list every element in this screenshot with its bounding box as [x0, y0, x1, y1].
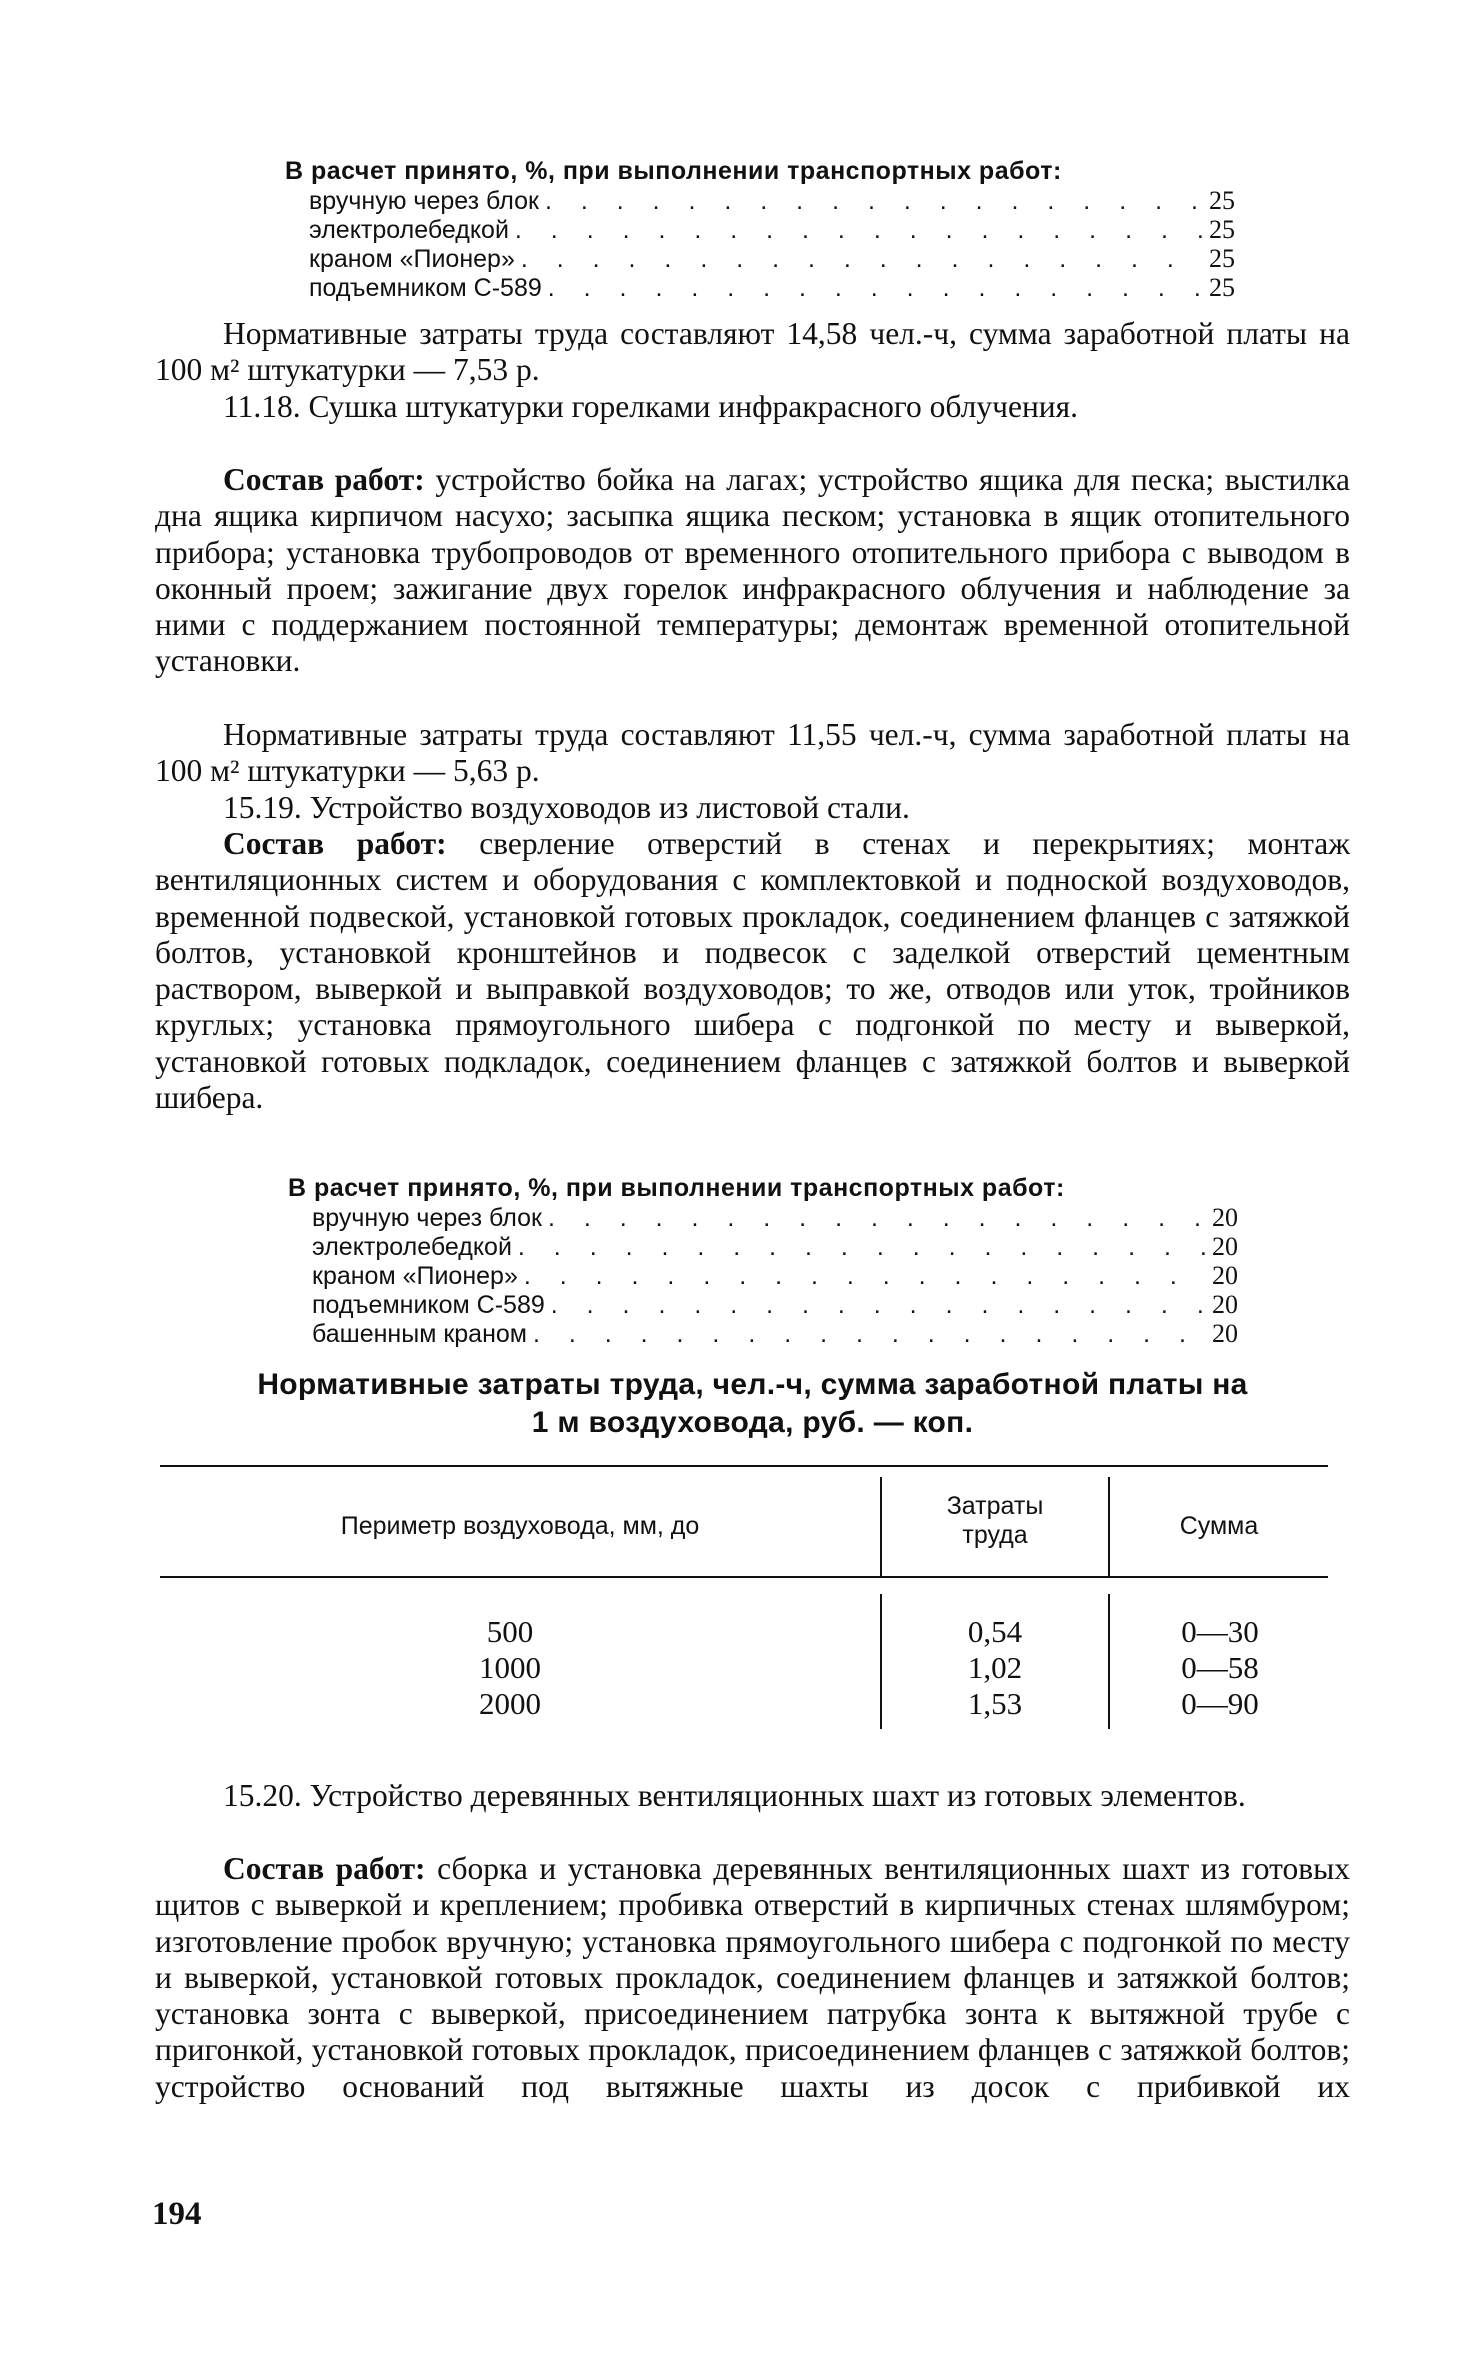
- table-cell: 1,53: [967, 1686, 1023, 1721]
- table-cell: 0—30: [1181, 1614, 1259, 1649]
- list-item: электролебедкой . . . 20: [288, 1232, 1238, 1261]
- column-divider: [880, 1594, 882, 1729]
- header-sum: Сумма: [1179, 1512, 1259, 1540]
- paragraph-item-15-20: 15.20. Устройство деревянных вентиляционных шахт из готовых элементов.: [223, 1778, 1246, 1813]
- table-cell: 1000: [479, 1650, 541, 1685]
- transport-list-1: [285, 157, 1235, 302]
- paragraph-item-11-18: 11.18. Сушка штукатурки горелками инфракрасного облучения.: [223, 389, 1079, 424]
- table-cell: 2000: [479, 1686, 541, 1721]
- paragraph-labor-costs-1: Нормативные затраты труда составляют 14,58 чел.-ч, сумма заработной платы на 100 м² штукатурки — 7,53 р.: [155, 316, 1350, 388]
- table-cell: 0—58: [1181, 1650, 1259, 1685]
- header-perimeter: Периметр воздуховода, мм, до: [340, 1512, 700, 1540]
- list-item: вручную через блок . . . 20: [288, 1203, 1238, 1232]
- header-labor: Затраты труда: [946, 1492, 1044, 1549]
- transport-list-2: [288, 1174, 1238, 1348]
- column-perimeter: [420, 1614, 600, 1722]
- paragraph-labor-costs-2: Нормативные затраты труда составляют 11,55 чел.-ч, сумма заработной платы на 100 м² штукатурки — 5,63 р.: [155, 717, 1350, 789]
- paragraph-work-composition-2: Состав работ: сверление отверстий в стенах и перекрытиях; монтаж вентиляционных систем и оборудования с комплектовкой и подноской воздуховодов, временной подвеской, установкой готовых прокладок, соединением фланцев с затяжкой болтов, установкой кронштейнов и подвесок с заделкой отверстий цементным раствором, выверкой и выправкой воздуховодов; то же, отводов или уток, тройников круглых; установка прямоугольного шибера с подгонкой по месту и выверкой, установкой готовых подкладок, соединением фланцев с затяжкой болтов и выверкой шибера.: [155, 826, 1350, 1116]
- column-sum: [1150, 1614, 1290, 1722]
- table-cell: 0—90: [1181, 1686, 1259, 1721]
- table-cell: 500: [486, 1614, 534, 1649]
- table-cell: 0,54: [967, 1614, 1023, 1649]
- list-item: краном «Пионер» . . . 25: [285, 244, 1235, 273]
- column-divider: [1108, 1594, 1110, 1729]
- paragraph-work-composition-1: Состав работ: устройство бойка на лагах; устройство ящика для песка; выстилка дна ящика кирпичом насухо; засыпка ящика песком; установка в ящик отопительного прибора; установка трубопроводов от временного отопительного прибора с выводом в оконный проем; зажигание двух горелок инфракрасного облучения и наблюдение за ними с поддержанием постоянной температуры; демонтаж временной отопительной установки.: [155, 462, 1351, 679]
- list-item: вручную через блок . . . 25: [285, 186, 1235, 215]
- page-number: 194: [152, 2196, 202, 2232]
- list-item: электролебедкой . . . 25: [285, 215, 1235, 244]
- list-heading: В расчет принято, %, при выполнении транспортных работ:: [285, 157, 1062, 185]
- list-item: подъемником С-589 . . . 25: [285, 273, 1235, 302]
- list-heading: В расчет принято, %, при выполнении транспортных работ:: [288, 1174, 1065, 1202]
- paragraph-item-15-19: 15.19. Устройство воздуховодов из листовой стали.: [223, 790, 910, 825]
- list-item: подъемником С-589 . . . 20: [288, 1290, 1238, 1319]
- paragraph-work-composition-3: Состав работ: сборка и установка деревянных вентиляционных шахт из готовых щитов с выверкой и креплением; пробивка отверстий в кирпичных стенах шлямбуром; изготовление пробок вручную; установка прямоугольного шибера с подгонкой по месту и выверкой, установкой готовых прокладок, соединением фланцев и затяжкой болтов; установка зонта с выверкой, присоединением патрубка зонта к вытяжной трубе с пригонкой, установкой готовых прокладок, присоединением фланцев с затяжкой болтов; устройство оснований под вытяжные шахты из досок с прибивкой их: [155, 1851, 1351, 2104]
- table-title: Нормативные затраты труда, чел.-ч, сумма заработной платы на 1 м воздуховода, руб. — коп.: [257, 1368, 1248, 1439]
- table-header-rule: [160, 1576, 1328, 1578]
- list-item: башенным краном . . . 20: [288, 1319, 1238, 1348]
- table-top-rule: [160, 1465, 1328, 1467]
- column-labor: [920, 1614, 1070, 1722]
- list-item: краном «Пионер» . . . 20: [288, 1261, 1238, 1290]
- table-cell: 1,02: [967, 1650, 1023, 1685]
